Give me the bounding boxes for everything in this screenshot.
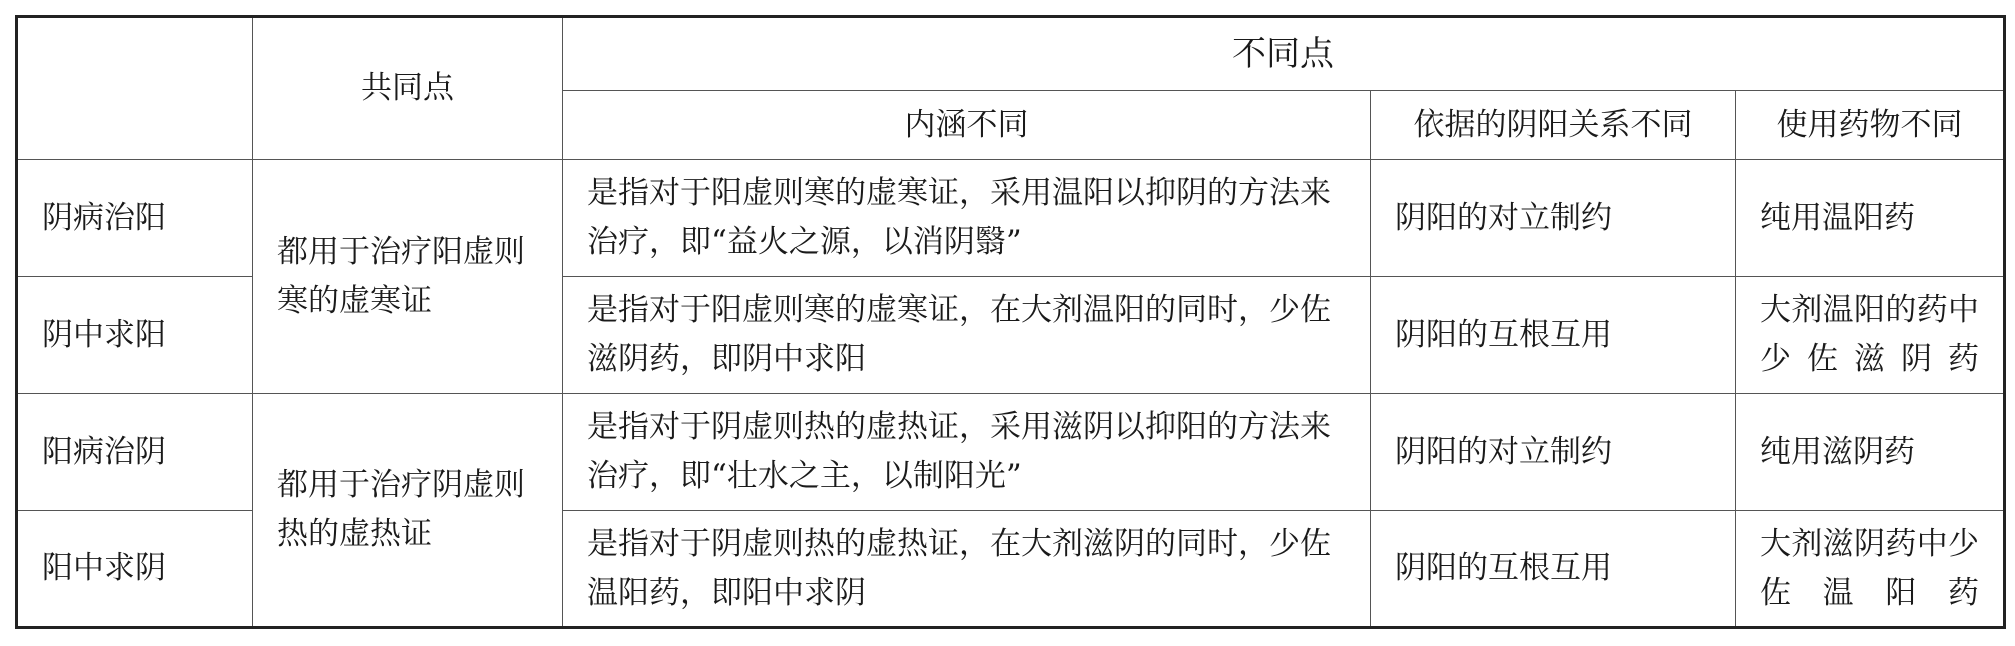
method-cell: 阴中求阳 — [17, 277, 253, 394]
header-blank-cell — [17, 17, 253, 160]
common-cell: 都用于治疗阴虚则热的虚热证 — [253, 394, 563, 628]
table-row — [17, 160, 2005, 277]
drug-cell: 纯用温阳药 — [1736, 160, 2005, 277]
header-relation: 依据的阴阳关系不同 — [1371, 91, 1736, 160]
drug-cell: 纯用滋阴药 — [1736, 394, 2005, 511]
meaning-cell: 是指对于阳虚则寒的虚寒证，采用温阳以抑阴的方法来治疗，即“益火之源，以消阴翳” — [563, 160, 1371, 277]
common-cell: 都用于治疗阳虚则寒的虚寒证 — [253, 160, 563, 394]
header-different: 不同点 — [563, 17, 2005, 91]
meaning-cell: 是指对于阳虚则寒的虚寒证，在大剂温阳的同时，少佐滋阴药，即阴中求阳 — [563, 277, 1371, 394]
meaning-cell: 是指对于阴虚则热的虚热证，采用滋阴以抑阳的方法来治疗，即“壮水之主，以制阳光” — [563, 394, 1371, 511]
relation-cell: 阴阳的对立制约 — [1371, 394, 1736, 511]
drug-cell: 大剂滋阴药中少佐温阳药 — [1736, 511, 2005, 628]
drug-cell: 大剂温阳的药中少佐滋阴药 — [1736, 277, 2005, 394]
comparison-table — [15, 15, 2006, 629]
meaning-cell: 是指对于阴虚则热的虚热证，在大剂滋阴的同时，少佐温阳药，即阳中求阴 — [563, 511, 1371, 628]
header-row-1 — [17, 17, 2005, 91]
method-cell: 阳病治阴 — [17, 394, 253, 511]
header-common: 共同点 — [253, 17, 563, 160]
relation-cell: 阴阳的互根互用 — [1371, 277, 1736, 394]
relation-cell: 阴阳的对立制约 — [1371, 160, 1736, 277]
relation-cell: 阴阳的互根互用 — [1371, 511, 1736, 628]
header-meaning: 内涵不同 — [563, 91, 1371, 160]
table-row — [17, 394, 2005, 511]
method-cell: 阳中求阴 — [17, 511, 253, 628]
method-cell: 阴病治阳 — [17, 160, 253, 277]
header-drug: 使用药物不同 — [1736, 91, 2005, 160]
